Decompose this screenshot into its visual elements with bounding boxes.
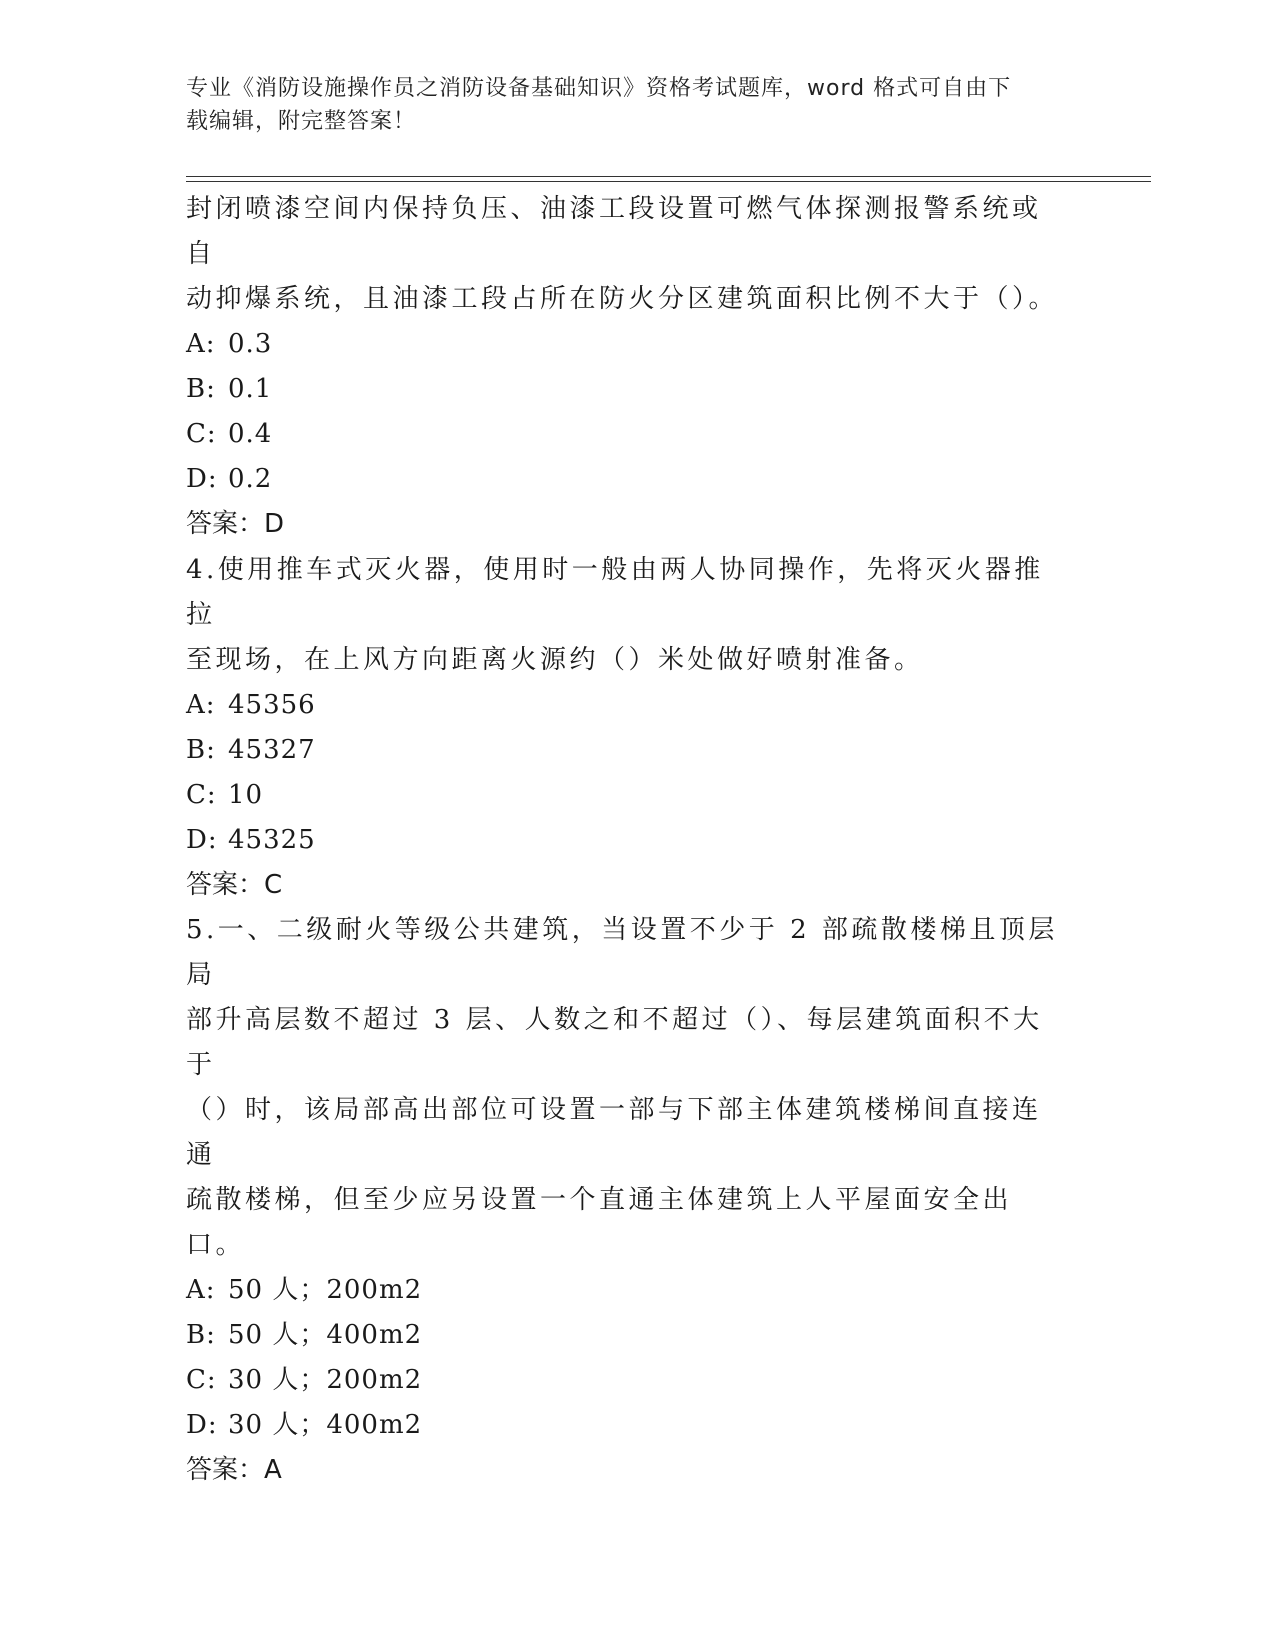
option-text: 45327 xyxy=(228,735,316,765)
stem-line: 封闭喷漆空间内保持负压、油漆工段设置可燃气体探测报警系统或自 xyxy=(186,194,1042,269)
option-text: 30 人；200m2 xyxy=(228,1365,423,1395)
option-text: 0.1 xyxy=(228,374,273,404)
option-d xyxy=(186,457,1066,502)
stem-line: （）时，该局部高出部位可设置一部与下部主体建筑楼梯间直接连通 xyxy=(186,1095,1042,1170)
option-text: 0.4 xyxy=(228,419,273,449)
option-a xyxy=(186,683,1066,728)
option-label: D: xyxy=(186,464,218,494)
option-label: B: xyxy=(186,735,216,765)
header-divider-top xyxy=(186,176,1151,177)
option-a xyxy=(186,322,1066,367)
answer-line: 答案：D xyxy=(186,509,285,539)
option-label: D: xyxy=(186,825,218,855)
header-divider-bottom xyxy=(186,181,1151,182)
option-c xyxy=(186,1358,1066,1403)
option-a xyxy=(186,1268,1066,1313)
header-line-2: 载编辑，附完整答案！ xyxy=(186,109,417,134)
option-text: 10 xyxy=(228,780,264,810)
option-text: 30 人；400m2 xyxy=(228,1410,423,1440)
option-c xyxy=(186,773,1066,818)
question-4 xyxy=(186,548,1066,908)
option-text: 0.2 xyxy=(228,464,273,494)
stem-line: 动抑爆系统，且油漆工段占所在防火分区建筑面积比例不大于（）。 xyxy=(186,284,1059,314)
option-label: C: xyxy=(186,780,217,810)
question-stem xyxy=(186,908,1066,1268)
stem-line: 4.使用推车式灭火器，使用时一般由两人协同操作，先将灭火器推拉 xyxy=(186,555,1044,630)
answer-line: 答案：C xyxy=(186,870,283,900)
option-text: 50 人；400m2 xyxy=(228,1320,423,1350)
question-stem xyxy=(186,187,1066,322)
option-d xyxy=(186,818,1066,863)
option-text: 45356 xyxy=(228,690,316,720)
option-label: D: xyxy=(186,1410,218,1440)
question-stem xyxy=(186,548,1066,683)
option-b xyxy=(186,367,1066,412)
question-3 xyxy=(186,187,1066,547)
option-text: 45325 xyxy=(228,825,316,855)
option-label: A: xyxy=(186,329,216,359)
option-d xyxy=(186,1403,1066,1448)
option-label: B: xyxy=(186,1320,216,1350)
answer-line: 答案：A xyxy=(186,1455,282,1485)
header-line-1: 专业《消防设施操作员之消防设备基础知识》资格考试题库，word 格式可自由下 xyxy=(186,76,1012,101)
option-label: A: xyxy=(186,690,216,720)
option-label: C: xyxy=(186,419,217,449)
option-label: A: xyxy=(186,1275,216,1305)
document-header xyxy=(186,72,1066,138)
option-b xyxy=(186,728,1066,773)
stem-line: 5.一、二级耐火等级公共建筑，当设置不少于 2 部疏散楼梯且顶层局 xyxy=(186,915,1058,990)
option-label: B: xyxy=(186,374,216,404)
option-label: C: xyxy=(186,1365,217,1395)
option-b xyxy=(186,1313,1066,1358)
stem-line: 部升高层数不超过 3 层、人数之和不超过（）、每层建筑面积不大于 xyxy=(186,1005,1043,1080)
stem-line: 至现场，在上风方向距离火源约（）米处做好喷射准备。 xyxy=(186,645,924,675)
option-text: 0.3 xyxy=(228,329,273,359)
option-text: 50 人；200m2 xyxy=(228,1275,423,1305)
option-c xyxy=(186,412,1066,457)
stem-line: 疏散楼梯，但至少应另设置一个直通主体建筑上人平屋面安全出口。 xyxy=(186,1185,1013,1260)
question-5 xyxy=(186,908,1066,1493)
